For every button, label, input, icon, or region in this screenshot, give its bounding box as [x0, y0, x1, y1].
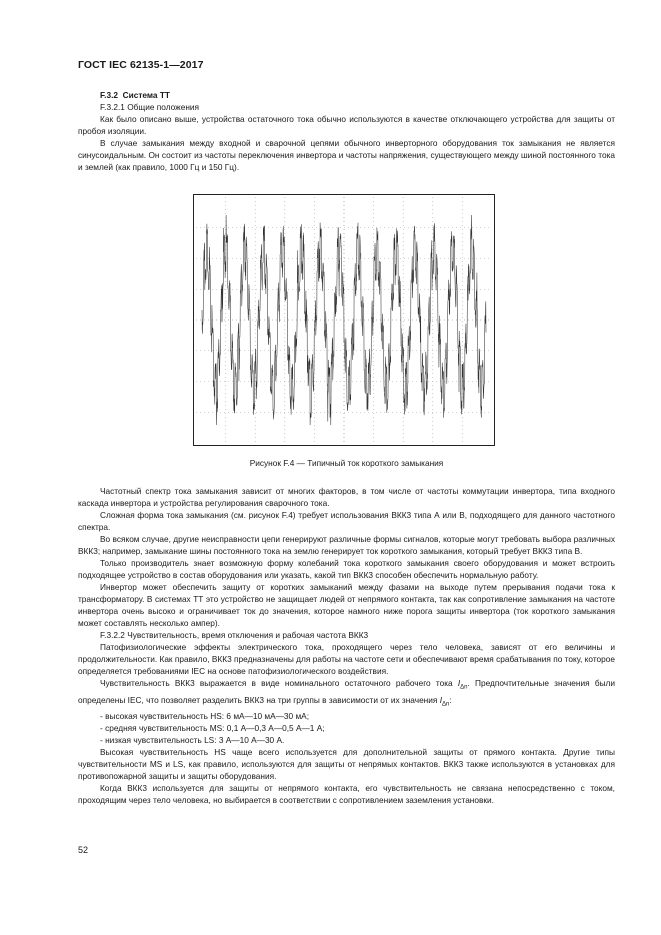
- paragraph: Как было описано выше, устройства остаточного тока обычно используются в качестве отключающего устройства для защиты от пробоя изоляции.: [78, 114, 615, 136]
- sens-text-b: . Предпочтительные значения были определены IEC, что позволяет разделить ВКК3 на три группы в зависимости от их значения: [78, 678, 616, 705]
- paragraph: Высокая чувствительность HS чаще всего используется для дополнительной защиты от прямого контакта. Другие типы чувствительности MS и LS, как правило, используются для защиты от непрямых контактов. ВКК3 также используются в установках для противопожарной защиты и защиты оборудования.: [78, 747, 615, 782]
- section-number: F.3.2: [100, 90, 118, 100]
- section-f32-continued: [78, 485, 615, 806]
- subsection-heading: F.3.2.1 Общие положения: [100, 102, 200, 112]
- list-item: - низкая чувствительность LS: 3 А—10 А—30 А.: [100, 735, 285, 746]
- paragraph: Частотный спектр тока замыкания зависит от многих факторов, в том числе от частоты коммутации инвертора, типа входного каскада инвертора и устройства регулирования сварочного тока.: [78, 486, 615, 508]
- oscillogram-figure: [193, 194, 495, 446]
- paragraph: Только производитель знает возможную форму колебаний тока короткого замыкания своего оборудования и может встроить подходящее устройство в состав оборудования или указать, какой тип ВКК3 способен обеспечить нормальную работу.: [78, 558, 615, 580]
- paragraph-sensitivity: [78, 677, 615, 710]
- list-item: - высокая чувствительность HS: 6 мА—10 мА—30 мА;: [100, 711, 310, 722]
- sens-text-c: :: [449, 694, 452, 705]
- section-title: Система ТТ: [122, 90, 170, 100]
- paragraph: Когда ВКК3 используется для защиты от непрямого контакта, его чувствительность не связана непосредственно с током, проходящим через тело человека, но выбирается в соответствии с сопротивлением заземления установки.: [78, 783, 615, 806]
- paragraph: Во всяком случае, другие неисправности цепи генерируют различные формы сигналов, которые могут требовать выбора различных ВКК3; например, замыкание шины постоянного тока на землю генерирует ток короткого замыкания, который требует ВКК3 типа В.: [78, 534, 615, 556]
- figure-caption: Рисунок F.4 — Типичный ток короткого замыкания: [249, 458, 444, 468]
- sens-text-a: Чувствительность ВКК3 выражается в виде номинального остаточного рабочего тока: [100, 678, 458, 688]
- symbol-sub: Δn: [460, 684, 468, 691]
- symbol-sub: Δn: [442, 701, 450, 708]
- symbol-i: I: [439, 694, 443, 705]
- page-number: 52: [78, 845, 89, 855]
- section-f32: [78, 89, 615, 173]
- paragraph: Сложная форма тока замыкания (см. рисунок F.4) требует использования ВКК3 типа А или В, подходящего для данного частотного спектра.: [78, 510, 615, 532]
- paragraph: В случае замыкания между входной и сварочной цепями обычного инверторного оборудования ток замыкания не является синусоидальным. Он состоит из частоты переключения инвертора и частоты напряжения, существующего между шиной постоянного тока и землей (как правило, 1000 Гц и 150 Гц).: [78, 138, 615, 172]
- section-heading: [78, 89, 615, 101]
- list-item: - средняя чувствительность MS: 0,1 А—0,3 А—0,5 А—1 А;: [100, 723, 325, 734]
- paragraph: Патофизиологические эффекты электрического тока, проходящего через тело человека, зависят от его величины и продолжительности. Как правило, ВКК3 предназначены для работы на частоте сети и обеспечивают время срабатывания по току, которое определяется требованиями IEC на основе патофизиологического воздействия.: [78, 642, 615, 676]
- standard-header: ГОСТ IEC 62135-1—2017: [78, 59, 204, 71]
- symbol-i: I: [457, 678, 461, 688]
- paragraph: Инвертор может обеспечить защиту от коротких замыканий между фазами на выходе путем прерывания подачи тока к трансформатору. В системах ТТ это устройство не защищает людей от непрямого контакта, так как сопротивление замыкания на частоте инвертора очень высоко и ограничивает ток до значения, которое намного ниже порога защиты инвертора (ток короткого замыкания может составлять несколько ампер).: [78, 582, 615, 628]
- subsection-heading: F.3.2.2 Чувствительность, время отключения и рабочая частота ВКК3: [100, 630, 369, 640]
